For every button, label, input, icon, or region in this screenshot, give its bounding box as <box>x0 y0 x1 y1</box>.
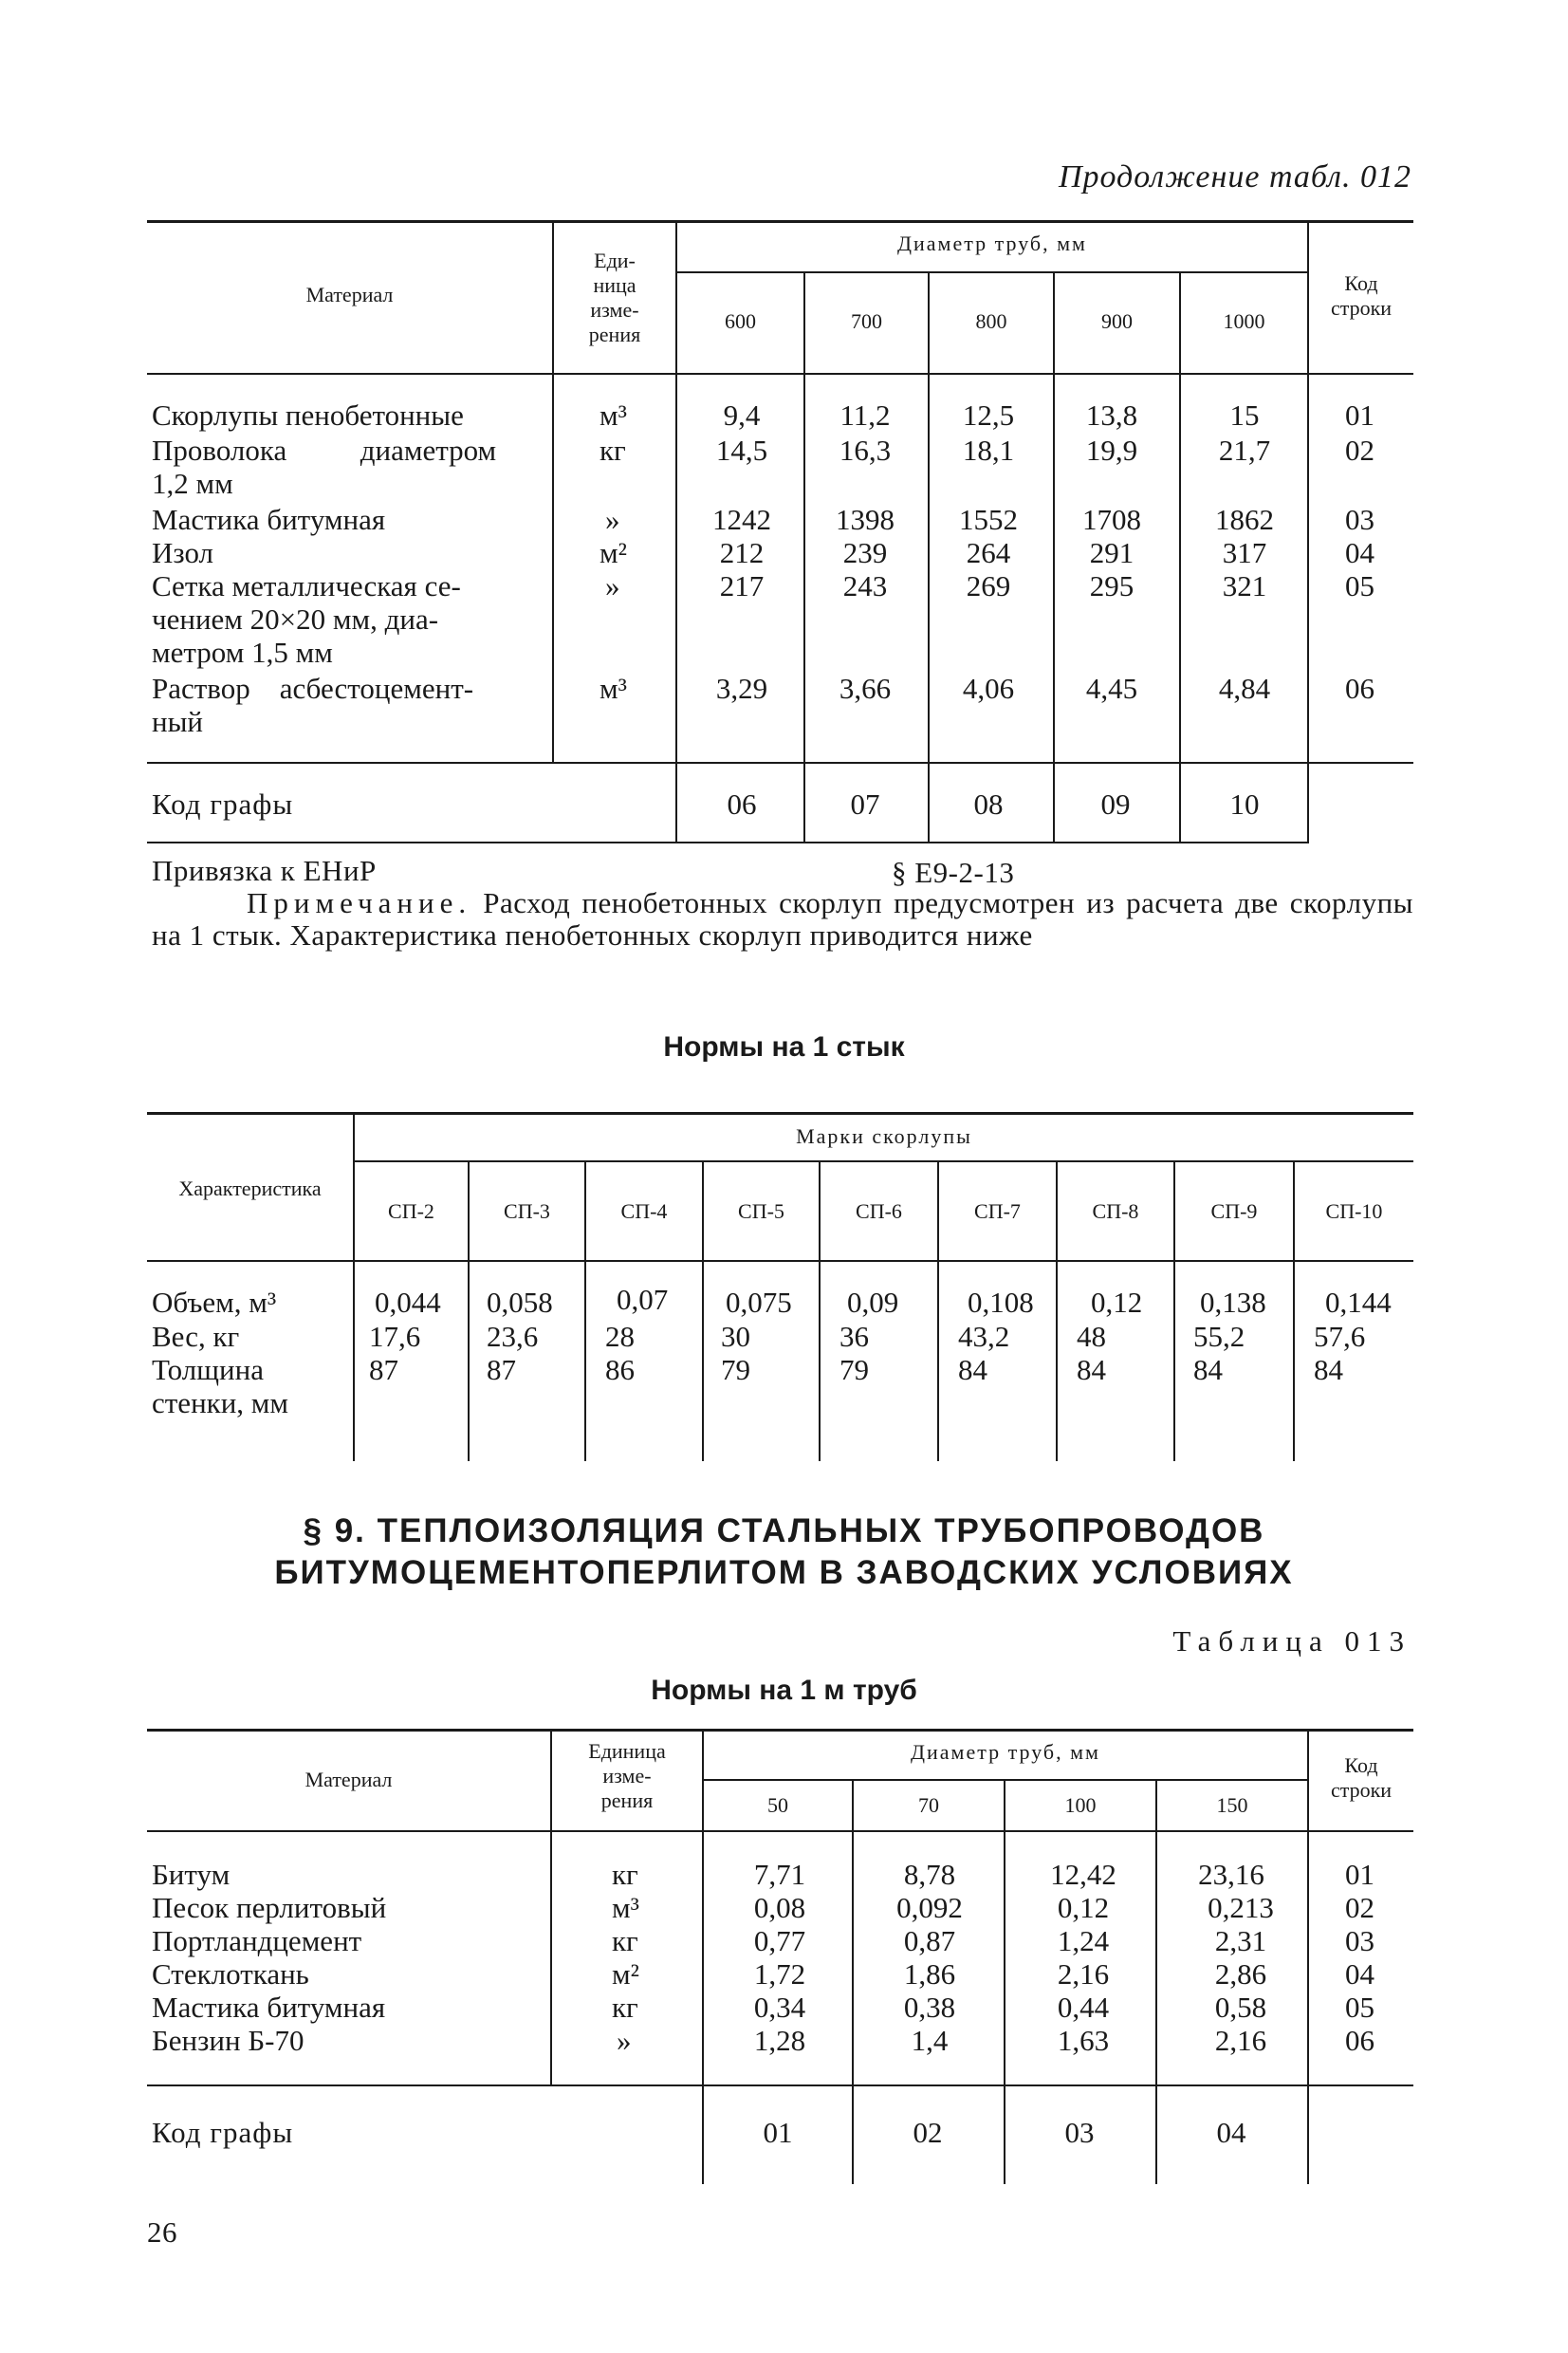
header-brand: СП-6 <box>856 1199 902 1223</box>
row-value: 291 <box>1089 536 1134 569</box>
note-paragraph <box>152 887 1413 952</box>
row-code: 04 <box>1345 1957 1374 1991</box>
row-unit: м³ <box>612 1891 639 1924</box>
section-heading-line2: БИТУМОЦЕМЕНТОПЕРЛИТОМ В ЗАВОДСКИХ УСЛОВИЯХ <box>274 1554 1294 1591</box>
row-value: 48 <box>1077 1320 1106 1353</box>
row-value: 1398 <box>836 503 895 536</box>
row-material: Стеклоткань <box>152 1957 309 1991</box>
row-value: 0,77 <box>753 1924 806 1957</box>
row-material: Мастика битумная <box>152 503 386 536</box>
row-value: 79 <box>721 1353 750 1386</box>
row-material: Раствор асбестоцемент- ный <box>152 672 474 738</box>
row-material: Битум <box>152 1858 231 1891</box>
header-brand: СП-10 <box>1325 1199 1383 1223</box>
row-value: 4,84 <box>1218 672 1271 705</box>
row-value: 9,4 <box>723 398 761 432</box>
row-value: 11,2 <box>839 398 891 432</box>
row-code: 01 <box>1345 398 1374 432</box>
header-characteristic: Характеристика <box>178 1176 322 1200</box>
row-value: 0,38 <box>903 1991 956 2024</box>
row-value: 321 <box>1222 569 1267 602</box>
row-code: 02 <box>1345 434 1374 467</box>
row-value: 30 <box>721 1320 750 1353</box>
header-code: Код строки <box>1330 271 1393 320</box>
row-value: 0,44 <box>1057 1991 1110 2024</box>
row-value: 8,78 <box>903 1858 956 1891</box>
row-value: 84 <box>1193 1353 1223 1386</box>
footer-code: 03 <box>1064 2116 1095 2149</box>
header-brand: СП-7 <box>974 1199 1021 1223</box>
header-d800: 800 <box>975 309 1007 333</box>
note-prefix: Примечание. <box>247 886 472 919</box>
header-d50: 50 <box>767 1793 788 1817</box>
row-value: 84 <box>1077 1353 1106 1386</box>
row-value: 317 <box>1222 536 1267 569</box>
row-code: 05 <box>1345 1991 1374 2024</box>
row-value: 264 <box>966 536 1011 569</box>
row-value: 2,16 <box>1214 2024 1267 2057</box>
row-material: Бензин Б-70 <box>152 2024 304 2057</box>
row-value: 0,108 <box>968 1286 1034 1319</box>
header-brand: СП-5 <box>738 1199 784 1223</box>
row-value: 12,42 <box>1050 1858 1116 1891</box>
header-d100: 100 <box>1064 1793 1097 1817</box>
row-code: 01 <box>1345 1858 1374 1891</box>
row-value: 0,87 <box>903 1924 956 1957</box>
row-label: Объем, м³ <box>152 1286 277 1319</box>
row-value: 0,34 <box>753 1991 806 2024</box>
row-value: 1,24 <box>1057 1924 1110 1957</box>
row-material: Песок перлитовый <box>152 1891 387 1924</box>
row-material: Сетка металлическая се- чением 20×20 мм, диа- метром 1,5 мм <box>152 569 461 669</box>
row-value: 21,7 <box>1218 434 1271 467</box>
row-value: 4,06 <box>962 672 1015 705</box>
row-value: 84 <box>958 1353 987 1386</box>
header-code: Код строки <box>1330 1753 1393 1802</box>
row-unit: м³ <box>600 398 627 432</box>
row-value: 1,4 <box>911 2024 949 2057</box>
row-value: 0,09 <box>847 1286 899 1319</box>
row-value: 17,6 <box>369 1320 421 1353</box>
row-value: 1708 <box>1082 503 1141 536</box>
row-value: 212 <box>719 536 765 569</box>
row-value: 23,16 <box>1198 1858 1264 1891</box>
footer-code: 09 <box>1100 787 1131 821</box>
footer-label: Код графы <box>152 2116 294 2149</box>
table3-title: Нормы на 1 м труб <box>651 1675 917 1706</box>
row-value: 16,3 <box>839 434 892 467</box>
row-value: 19,9 <box>1085 434 1138 467</box>
row-value: 1,86 <box>903 1957 956 1991</box>
row-value: 0,075 <box>726 1286 792 1319</box>
row-value: 36 <box>839 1320 869 1353</box>
header-brand: СП-9 <box>1210 1199 1258 1223</box>
row-label: Толщина стенки, мм <box>152 1353 289 1419</box>
header-brand: СП-8 <box>1092 1199 1139 1223</box>
row-material: Проволока диаметром 1,2 мм <box>152 434 497 500</box>
row-value: 0,12 <box>1057 1891 1110 1924</box>
row-value: 0,07 <box>617 1283 669 1316</box>
row-code: 06 <box>1345 2024 1374 2057</box>
footer-code: 08 <box>973 787 1004 821</box>
row-unit: м² <box>600 536 627 569</box>
header-brand: СП-3 <box>504 1199 550 1223</box>
header-diameter: Диаметр труб, мм <box>911 1740 1100 1764</box>
footer-code: 07 <box>850 787 880 821</box>
row-value: 0,12 <box>1091 1286 1143 1319</box>
row-value: 0,213 <box>1208 1891 1274 1924</box>
row-label: Вес, кг <box>152 1320 240 1353</box>
row-code: 02 <box>1345 1891 1374 1924</box>
binding-value: § Е9-2-13 <box>892 856 1015 889</box>
row-value: 28 <box>605 1320 635 1353</box>
header-material: Материал <box>305 283 394 306</box>
header-d150: 150 <box>1216 1793 1248 1817</box>
header-d70: 70 <box>918 1793 939 1817</box>
row-value: 2,31 <box>1214 1924 1267 1957</box>
row-value: 239 <box>842 536 888 569</box>
row-value: 3,29 <box>715 672 768 705</box>
footer-code: 01 <box>763 2116 793 2149</box>
header-diameter: Диаметр труб, мм <box>897 232 1087 255</box>
row-value: 0,058 <box>487 1286 553 1319</box>
row-value: 269 <box>966 569 1011 602</box>
row-value: 12,5 <box>962 398 1015 432</box>
row-unit: кг <box>600 434 626 467</box>
row-unit: кг <box>612 1991 638 2024</box>
row-value: 86 <box>605 1353 635 1386</box>
note-text: Расход пенобетонных скорлуп предусмотрен из расчета две скорлупы на 1 стык. Характеристика пенобетонных скорлуп приводится ниже <box>152 886 1413 952</box>
row-unit: » <box>605 503 620 536</box>
row-value: 295 <box>1089 569 1134 602</box>
row-value: 2,16 <box>1057 1957 1110 1991</box>
row-unit: кг <box>612 1924 638 1957</box>
row-value: 3,66 <box>839 672 892 705</box>
footer-code: 06 <box>727 787 757 821</box>
header-unit: Единица изме- рения <box>588 1739 666 1812</box>
row-value: 2,86 <box>1214 1957 1267 1991</box>
row-value: 84 <box>1314 1353 1343 1386</box>
section-heading-line1: § 9. ТЕПЛОИЗОЛЯЦИЯ СТАЛЬНЫХ ТРУБОПРОВОДОВ <box>303 1512 1265 1549</box>
table2-title: Нормы на 1 стык <box>663 1031 905 1063</box>
footer-code: 02 <box>913 2116 943 2149</box>
row-unit: кг <box>612 1858 638 1891</box>
header-brand: СП-2 <box>388 1199 434 1223</box>
row-value: 7,71 <box>753 1858 806 1891</box>
header-d900: 900 <box>1101 309 1133 333</box>
page-header: Продолжение табл. 012 <box>1058 159 1411 195</box>
row-unit: » <box>617 2024 632 2057</box>
row-value: 0,144 <box>1325 1286 1392 1319</box>
row-value: 43,2 <box>958 1320 1010 1353</box>
row-unit: м³ <box>600 672 627 705</box>
page-number: 26 <box>147 2215 177 2249</box>
row-code: 04 <box>1345 536 1374 569</box>
row-value: 79 <box>839 1353 869 1386</box>
row-code: 05 <box>1345 569 1374 602</box>
row-value: 0,044 <box>375 1286 441 1319</box>
row-code: 03 <box>1345 1924 1374 1957</box>
row-material: Скорлупы пенобетонные <box>152 398 464 432</box>
row-value: 0,138 <box>1200 1286 1266 1319</box>
row-value: 1,72 <box>753 1957 806 1991</box>
row-value: 0,08 <box>753 1891 806 1924</box>
row-value: 14,5 <box>715 434 768 467</box>
row-value: 0,092 <box>896 1891 963 1924</box>
row-value: 4,45 <box>1085 672 1138 705</box>
footer-code: 10 <box>1229 787 1260 821</box>
row-material: Мастика битумная <box>152 1991 386 2024</box>
row-unit: » <box>605 569 620 602</box>
row-value: 1862 <box>1215 503 1274 536</box>
row-value: 87 <box>487 1353 516 1386</box>
row-value: 57,6 <box>1314 1320 1366 1353</box>
row-value: 23,6 <box>487 1320 539 1353</box>
table3-label: Таблица 013 <box>1172 1624 1411 1658</box>
row-material: Изол <box>152 536 214 569</box>
section-heading <box>0 1510 1568 1594</box>
header-d1000: 1000 <box>1223 309 1265 333</box>
footer-code: 04 <box>1216 2116 1246 2149</box>
row-value: 1242 <box>712 503 771 536</box>
row-value: 13,8 <box>1085 398 1138 432</box>
row-value: 1,63 <box>1057 2024 1110 2057</box>
header-brand: СП-4 <box>620 1199 668 1223</box>
row-value: 217 <box>719 569 765 602</box>
row-value: 1552 <box>959 503 1018 536</box>
row-value: 0,58 <box>1214 1991 1267 2024</box>
row-value: 1,28 <box>753 2024 806 2057</box>
row-unit: м² <box>612 1957 639 1991</box>
row-code: 03 <box>1345 503 1374 536</box>
row-code: 06 <box>1345 672 1374 705</box>
row-value: 87 <box>369 1353 398 1386</box>
row-material: Портландцемент <box>152 1924 362 1957</box>
row-value: 18,1 <box>962 434 1015 467</box>
row-value: 15 <box>1229 398 1260 432</box>
row-value: 243 <box>842 569 888 602</box>
header-d700: 700 <box>851 309 882 333</box>
header-brands: Марки скорлупы <box>796 1124 972 1148</box>
row-value: 55,2 <box>1193 1320 1245 1353</box>
footer-label: Код графы <box>152 787 294 821</box>
header-d600: 600 <box>725 309 756 333</box>
header-material: Материал <box>304 1768 393 1791</box>
header-unit: Еди- ница изме- рения <box>588 249 641 346</box>
binding-label: Привязка к ЕНиР <box>152 854 377 887</box>
